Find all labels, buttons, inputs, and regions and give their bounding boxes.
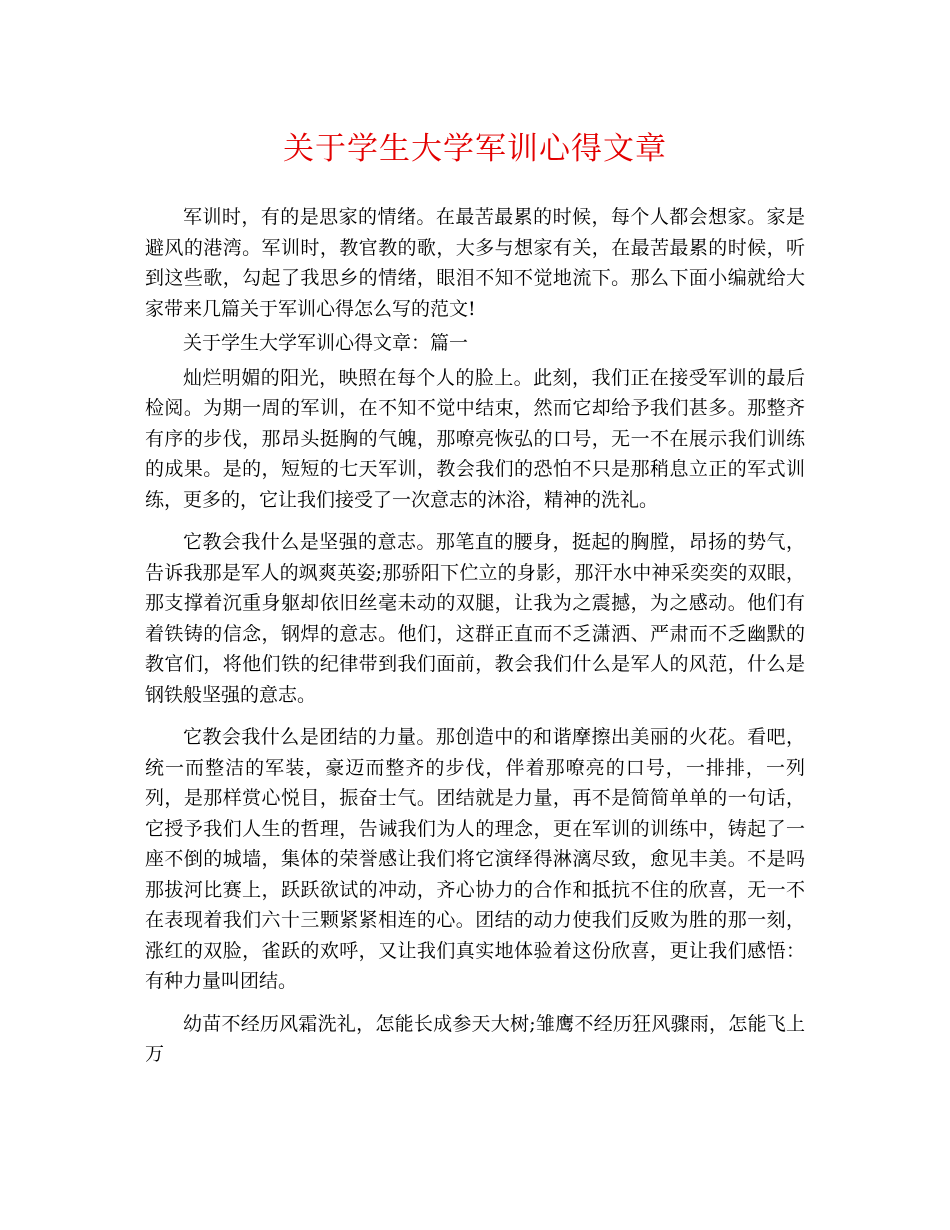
document-body [145, 202, 805, 1070]
body-paragraph: 它教会我什么是坚强的意志。那笔直的腰身，挺起的胸膛，昂扬的势气，告诉我那是军人的飒爽英姿;那骄阳下伫立的身影，那汗水中神采奕奕的双眼，那支撑着沉重身躯却依旧丝毫未动的双腿，让我为之震撼，为之感动。他们有着铁铸的信念，钢焊的意志。他们，这群正直而不乏潇洒、严肃而不乏幽默的教官们，将他们铁的纪律带到我们面前，教会我们什么是军人的风范，什么是钢铁般坚强的意志。 [145, 531, 805, 706]
body-paragraph: 幼苗不经历风霜洗礼，怎能长成参天大树;雏鹰不经历狂风骤雨，怎能飞上万 [145, 1012, 805, 1065]
body-paragraph: 灿烂明媚的阳光，映照在每个人的脸上。此刻，我们正在接受军训的最后检阅。为期一周的军训，在不知不觉中结束，然而它却给予我们甚多。那整齐有序的步伐，那昂头挺胸的气魄，那嘹亮恢弘的口号，无一不在展示我们训练的成果。是的，短短的七天军训，教会我们的恐怕不只是那稍息立正的军式训练，更多的，它让我们接受了一次意志的沐浴，精神的洗礼。 [145, 366, 805, 511]
document-title: 关于学生大学军训心得文章 [283, 131, 667, 167]
body-paragraph: 它教会我什么是团结的力量。那创造中的和谐摩擦出美丽的火花。看吧，统一而整洁的军装，豪迈而整齐的步伐，伴着那嘹亮的口号，一排排，一列列，是那样赏心悦目，振奋士气。团结就是力量，再不是简简单单的一句话，它授予我们人生的哲理，告诫我们为人的理念，更在军训的训练中，铸起了一座不倒的城墙，集体的荣誉感让我们将它演绎得淋漓尽致，愈见丰美。不是吗那拔河比赛上，跃跃欲试的冲动，齐心协力的合作和抵抗不住的欣喜，无一不在表现着我们六十三颗紧紧相连的心。团结的动力使我们反败为胜的那一刻，涨红的双脸，雀跃的欢呼，又让我们真实地体验着这份欣喜，更让我们感悟：有种力量叫团结。 [145, 726, 805, 992]
section-heading: 关于学生大学军训心得文章：篇一 [183, 332, 469, 354]
intro-paragraph: 军训时，有的是思家的情绪。在最苦最累的时候，每个人都会想家。家是避风的港湾。军训时，教官教的歌，大多与想家有关，在最苦最累的时候，听到这些歌，勾起了我思乡的情绪，眼泪不知不觉地流下。那么下面小编就给大家带来几篇关于军训心得怎么写的范文! [145, 206, 805, 320]
